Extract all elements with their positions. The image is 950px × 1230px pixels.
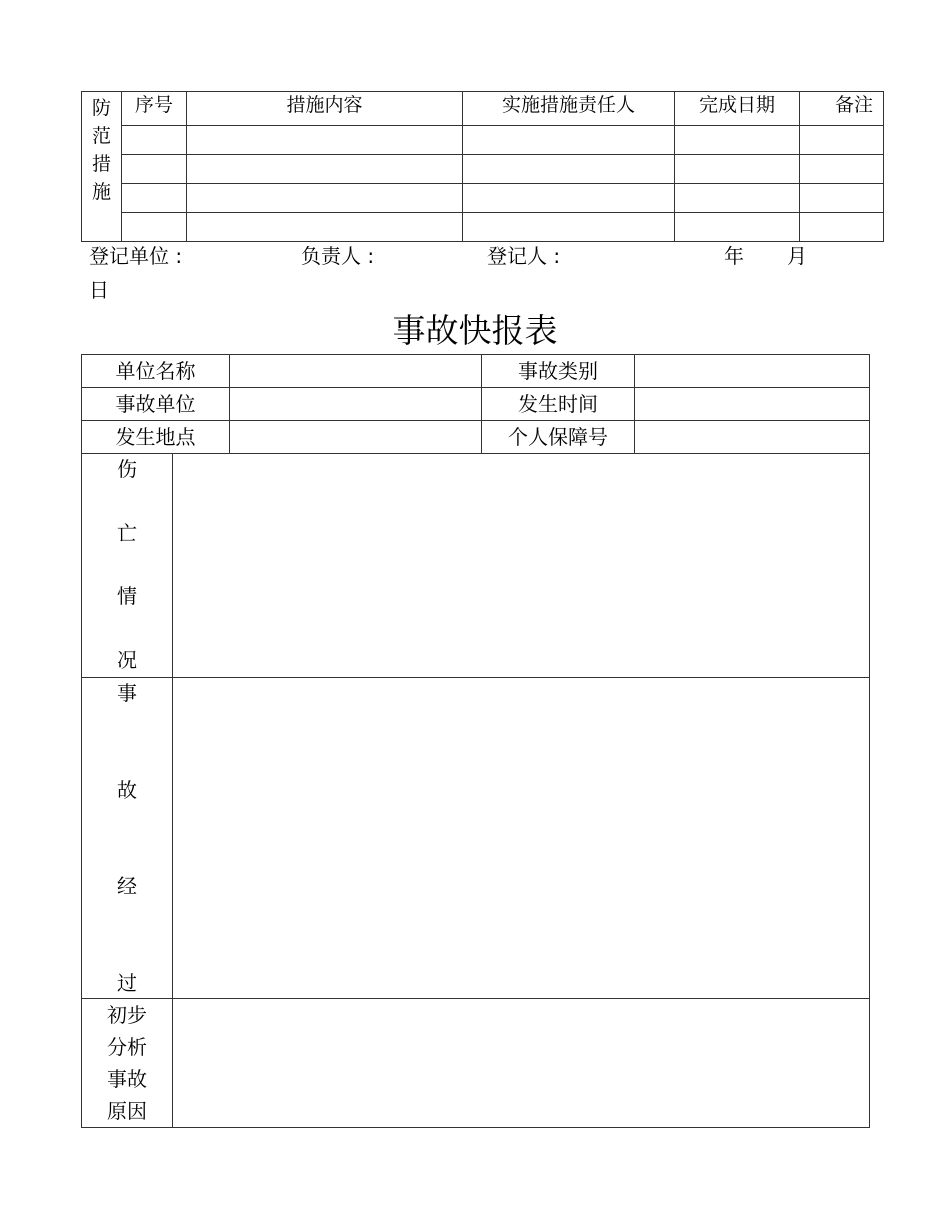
header-serial-no: 序号	[122, 92, 187, 126]
accident-process-label: 事 故 经 过	[82, 678, 173, 999]
remarks-cell[interactable]	[800, 184, 884, 213]
accident-category-field[interactable]	[635, 355, 870, 388]
table-row	[82, 999, 870, 1128]
content-cell[interactable]	[187, 126, 463, 155]
year-label: 年	[724, 244, 744, 268]
remarks-cell[interactable]	[800, 155, 884, 184]
unit-name-label: 单位名称	[82, 355, 230, 388]
serial-cell[interactable]	[122, 126, 187, 155]
prevention-measures-label: 防 范 措 施	[82, 92, 122, 242]
preliminary-cause-label: 初步 分析 事故 原因	[82, 999, 173, 1128]
preliminary-cause-field[interactable]	[173, 999, 870, 1128]
month-label: 月	[787, 244, 807, 268]
page-title: 事故快报表	[392, 311, 558, 350]
responsible-person-label: 负责人 :	[301, 244, 375, 268]
day-label: 日	[89, 278, 109, 302]
responsible-cell[interactable]	[463, 213, 675, 242]
occurrence-location-label: 发生地点	[82, 421, 230, 454]
occurrence-time-label: 发生时间	[482, 388, 635, 421]
table-row	[82, 454, 870, 678]
table-row	[82, 421, 870, 454]
prevention-measures-table	[81, 91, 884, 242]
content-cell[interactable]	[187, 184, 463, 213]
occurrence-location-field[interactable]	[230, 421, 482, 454]
table-row	[82, 678, 870, 999]
accident-unit-label: 事故单位	[82, 388, 230, 421]
header-completion-date: 完成日期	[675, 92, 800, 126]
table-row	[82, 184, 884, 213]
serial-cell[interactable]	[122, 213, 187, 242]
header-remarks: 备注	[800, 92, 884, 126]
serial-cell[interactable]	[122, 184, 187, 213]
serial-cell[interactable]	[122, 155, 187, 184]
date-cell[interactable]	[675, 126, 800, 155]
personal-insurance-no-field[interactable]	[635, 421, 870, 454]
registrar-label: 登记人 :	[487, 244, 561, 268]
accident-process-field[interactable]	[173, 678, 870, 999]
unit-name-field[interactable]	[230, 355, 482, 388]
remarks-cell[interactable]	[800, 213, 884, 242]
header-responsible-person: 实施措施责任人	[463, 92, 675, 126]
date-cell[interactable]	[675, 213, 800, 242]
table-row	[82, 155, 884, 184]
date-cell[interactable]	[675, 184, 800, 213]
header-measure-content: 措施内容	[187, 92, 463, 126]
accident-report-table	[81, 354, 870, 1128]
table-row	[82, 213, 884, 242]
date-cell[interactable]	[675, 155, 800, 184]
casualties-field[interactable]	[173, 454, 870, 678]
registration-unit-label: 登记单位 :	[89, 244, 183, 268]
content-cell[interactable]	[187, 155, 463, 184]
remarks-cell[interactable]	[800, 126, 884, 155]
responsible-cell[interactable]	[463, 126, 675, 155]
table-row	[82, 388, 870, 421]
casualties-label: 伤 亡 情 况	[82, 454, 173, 678]
occurrence-time-field[interactable]	[635, 388, 870, 421]
table-row	[82, 126, 884, 155]
accident-unit-field[interactable]	[230, 388, 482, 421]
content-cell[interactable]	[187, 213, 463, 242]
table-row	[82, 355, 870, 388]
personal-insurance-no-label: 个人保障号	[482, 421, 635, 454]
responsible-cell[interactable]	[463, 184, 675, 213]
responsible-cell[interactable]	[463, 155, 675, 184]
accident-category-label: 事故类别	[482, 355, 635, 388]
